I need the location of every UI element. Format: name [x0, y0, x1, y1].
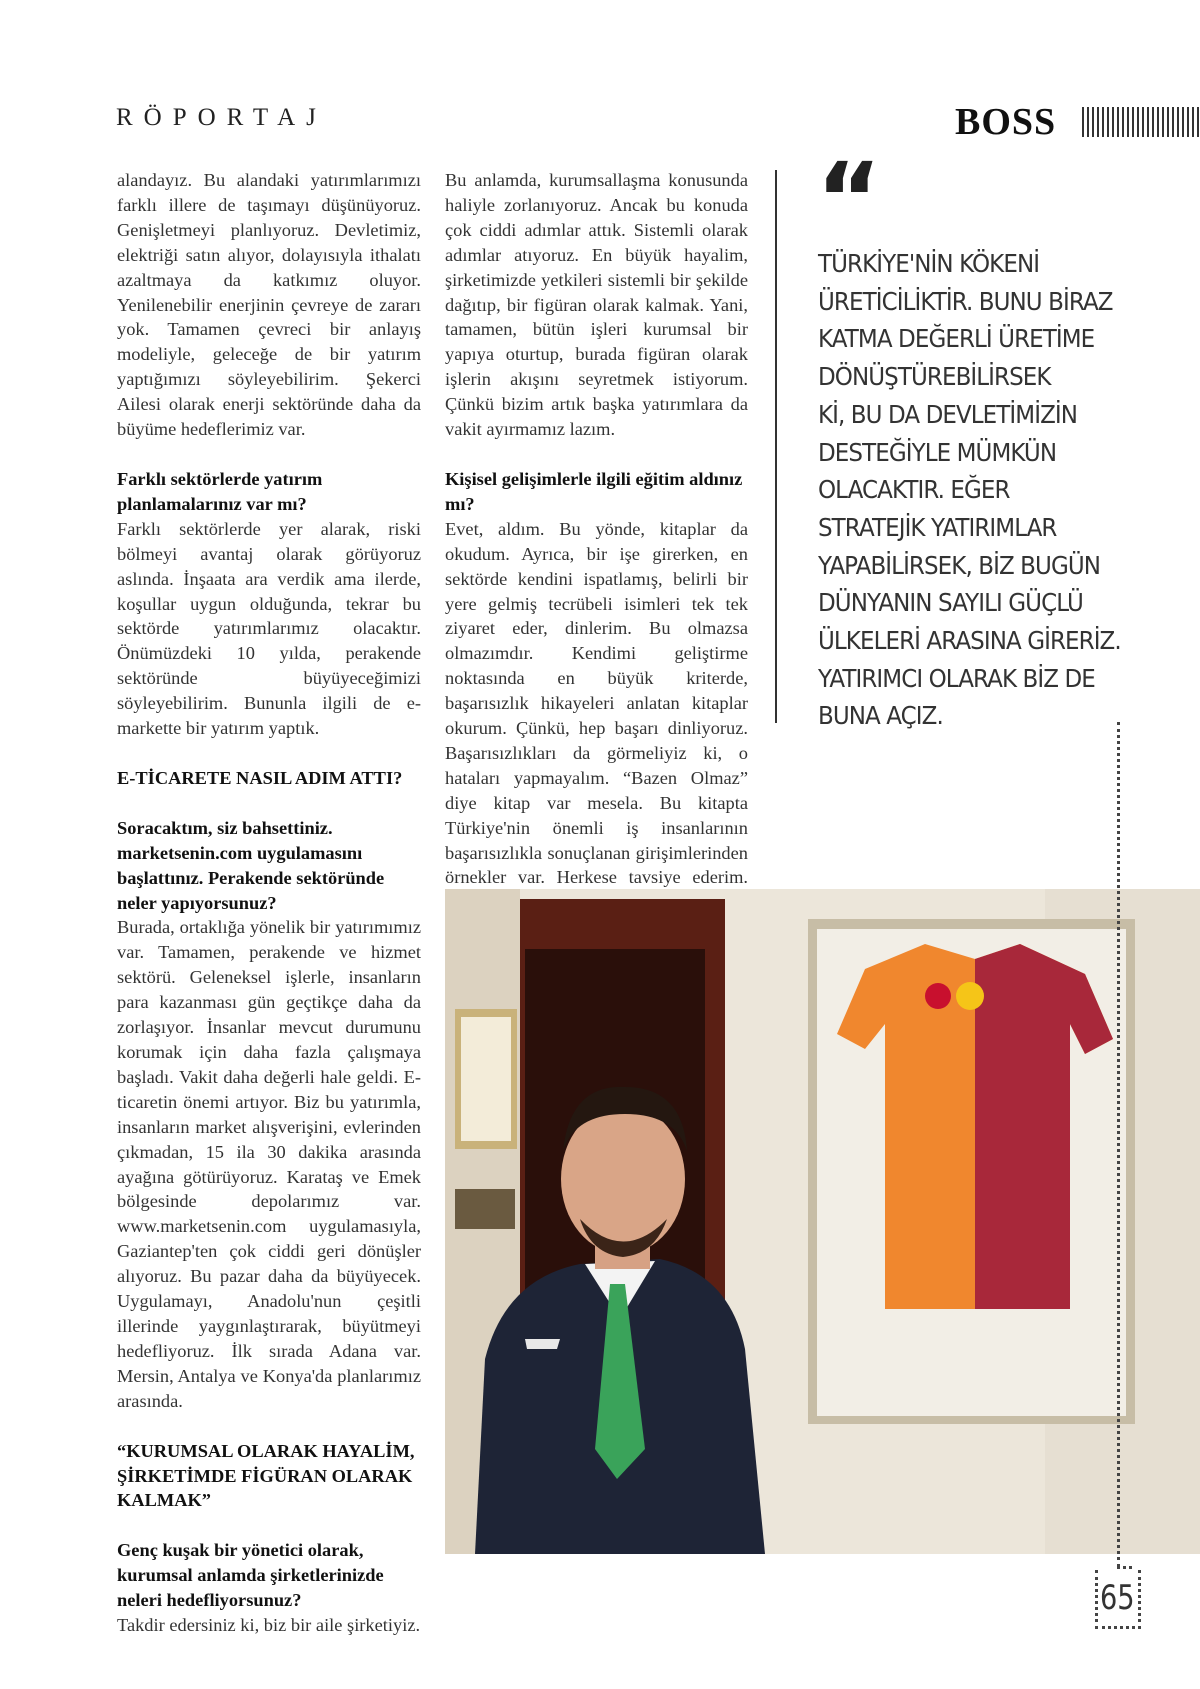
interview-question: Kişisel gelişimlerle ilgili eğitim aldınız mı?	[445, 468, 743, 514]
page-number: 65	[1100, 1578, 1135, 1618]
decorative-dotted-line	[1117, 722, 1120, 1567]
barcode-decoration	[1082, 107, 1200, 137]
decorative-dotted-line	[1117, 1566, 1132, 1569]
section-label: RÖPORTAJ	[116, 104, 327, 131]
paragraph: Evet, aldım. Bu yönde, kitaplar da okudum. Ayrıca, bir işe girerken, en sektörde kendini ispatlamış, belirli bir yere gelmiş tecrübeli isimleri tek tek ziyaret eder, dinlerim. Bu olmazsa olmazımdır. Kendimi geliştirme noktasında en büyük kriterde, başarısızlık hikayeleri anlatan kitaplar okurum. Çünkü, hep başarı dinliyoruz. Başarısızlıkları da görmeliyiz ki, o hataları yapmayalım. “Bazen Olmaz” diye kitap var mesela. Bu kitapta Türkiye'nin önemli iş insanlarının başarısızlıkla sonuçlanan girişimlerinden örnekler var. Herkese tavsiye ederim.	[445, 518, 748, 888]
paragraph: Burada, ortaklığa yönelik bir yatırımımız var. Tamamen, perakende ve hizmet sektörü. Geleneksel işlerle, insanların para kazanması gün geçtikçe daha da zorlaşıyor. İnsanlar mevcut durumunu korumak için daha fazla çalışmaya başladı. Vakit daha değerli hale geldi. E-ticaretin önemi artıyor. Biz bu yatırımla, insanların market alışverişini, evlerinden çıkmadan, 15 ila 30 dakika arasında ayağına götürüyoruz. Karataş ve Emek bölgesinde depolarımız var. www.marketsenin.com uygulamasıyla, Gaziantep'ten çok ciddi geri dönüşler alıyoruz. Bu pazar daha da büyüyecek. Uygulamayı, Anadolu'nun çeşitli illerinde yaygınlaştırarak, büyütmeyi hedefliyoruz. İlk sırada Adana var. Mersin, Antalya ve Konya'da planlarımız arasında.	[117, 917, 421, 1411]
pull-quote-line: TÜRKİYE'NİN KÖKENİ	[818, 249, 1040, 278]
pull-quote	[818, 245, 1121, 735]
paragraph: Farklı sektörlerde yer alarak, riski bölmeyi avantaj olarak görüyoruz aslında. İnşaata ara verdik ama ilerde, koşullar uygun olduğunda, tekrar bu sektörde yatırımlarımız olacaktır. Önümüzdeki 10 yılda, perakende sektöründe büyüyeceğimizi söyleyebilirim. Bununla ilgili de e-markette bir yatırım yaptık.	[117, 518, 421, 739]
pull-quote-line: YAPABİLİRSEK, BİZ BUGÜN	[818, 550, 1101, 580]
portrait-illustration	[445, 889, 1200, 1554]
subheading: E-TİCARETE NASIL ADIM ATTI?	[117, 767, 403, 788]
pull-quote-line: DESTEĞİYLE MÜMKÜN	[818, 437, 1057, 467]
pull-quote-line: KATMA DEĞERLİ ÜRETİME	[818, 324, 1095, 354]
pull-quote-line: OLACAKTIR. EĞER	[818, 475, 1010, 505]
subheading: “KURUMSAL OLARAK HAYALİM, ŞİRKETİMDE FİGÜRAN OLARAK KALMAK”	[117, 1440, 415, 1511]
interview-question: Soracaktım, siz bahsettiniz. marketsenin.com uygulamasını başlattınız. Perakende sektöründe neler yapıyorsunuz?	[117, 817, 385, 913]
article-column-left	[117, 168, 421, 1638]
pull-quote-line: DÖNÜŞTÜREBİLİRSEK	[818, 362, 1051, 392]
interview-question: Farklı sektörlerde yatırım planlamalarınız var mı?	[117, 468, 323, 514]
paragraph: Takdir edersiniz ki, biz bir aile şirketiyiz.	[117, 1615, 421, 1636]
column-divider	[775, 170, 777, 723]
article-column-middle	[445, 168, 748, 915]
quote-mark-icon: “	[816, 141, 882, 258]
pull-quote-line: DÜNYANIN SAYILI GÜÇLÜ	[818, 588, 1083, 618]
interview-question: Genç kuşak bir yönetici olarak, kurumsal anlamda şirketlerinizde neleri hedefliyorsunuz?	[117, 1540, 384, 1611]
brand-logo: BOSS	[955, 101, 1057, 143]
pull-quote-line: STRATEJİK YATIRIMLAR	[818, 512, 1057, 542]
portrait-photo	[445, 889, 1200, 1554]
pull-quote-line: ÜLKELERİ ARASINA GİRERİZ.	[818, 626, 1121, 656]
pull-quote-line: YATIRIMCI OLARAK BİZ DE	[818, 663, 1095, 693]
pull-quote-line: ÜRETİCİLİKTİR. BUNU BİRAZ	[818, 286, 1113, 316]
pull-quote-line: Kİ, BU DA DEVLETİMİZİN	[818, 399, 1078, 429]
pull-quote-line: BUNA AÇIZ.	[818, 701, 943, 731]
paragraph: Bu anlamda, kurumsallaşma konusunda haliyle zorlanıyoruz. Ancak bu konuda çok ciddi adımlar attık. Sistemli olarak adımlar atıyoruz. En büyük hayalim, şirketimizde yetkileri sistemli bir şekilde dağıtıp, bir figüran olarak kalmak. Yani, tamamen, bütün işleri kurumsal bir yapıya oturtup, burada figüran olarak işlerin akışını seyretmek istiyorum. Çünkü bizim artık başka yatırımlara da vakit ayırmamız lazım.	[445, 170, 748, 440]
paragraph: alandayız. Bu alandaki yatırımlarımızı farklı illere de taşımayı düşünüyoruz. Genişletmeyi planlıyoruz. Devletimiz, elektriği satın alıyor, dolayısıyla ithalatı azaltmaya da katkımız oluyor. Yenilenebilir enerjinin çevreye de zararı yok. Tamamen çevreci bir anlayış modeliyle, geleceğe de bir yatırım yaptığımızı söyleyebilirim. Şekerci Ailesi olarak enerji sektöründe daha da büyüme hedeflerimiz var.	[117, 170, 421, 440]
